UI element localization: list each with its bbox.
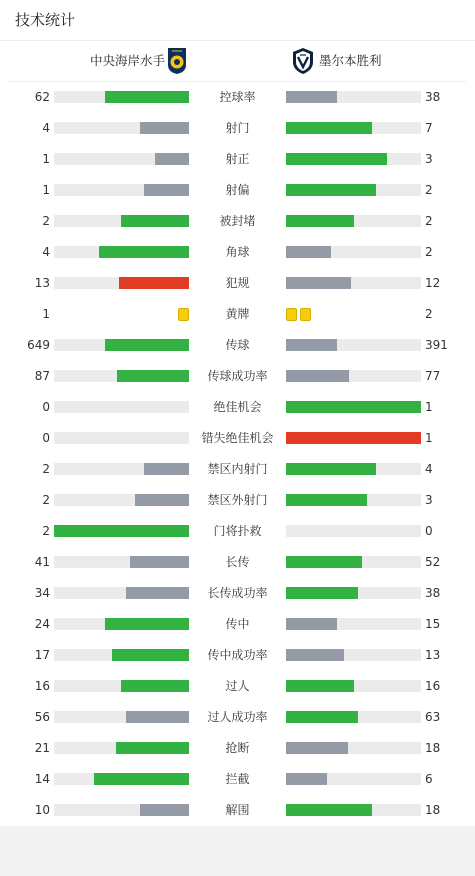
away-stat-bar <box>286 401 421 413</box>
away-stat-bar <box>286 618 421 630</box>
away-stat-value: 13 <box>425 648 441 662</box>
away-stat-bar <box>286 122 421 134</box>
away-stat-bar-fill <box>286 277 351 289</box>
stat-label: 门将扑救 <box>213 524 262 538</box>
home-stat-value: 14 <box>34 772 50 786</box>
away-stat-bar-fill <box>286 649 344 661</box>
home-stat-value: 4 <box>42 245 50 259</box>
home-stat-bar-fill <box>54 525 189 537</box>
away-stat-bar-fill <box>286 556 362 568</box>
home-stat-value: 34 <box>34 586 50 600</box>
stat-label: 过人成功率 <box>207 710 268 724</box>
home-stat-bar <box>54 525 189 537</box>
stat-label: 被封堵 <box>219 214 256 228</box>
away-stat-value: 18 <box>425 741 441 755</box>
stat-row <box>0 800 475 820</box>
home-stat-bar-fill <box>135 494 189 506</box>
home-stat-bar-fill <box>112 649 189 661</box>
away-stat-value: 1 <box>425 431 433 445</box>
away-stat-bar-fill <box>286 370 349 382</box>
stat-label: 传中成功率 <box>207 648 268 662</box>
stat-label: 射偏 <box>225 183 250 197</box>
stat-row <box>0 335 475 355</box>
home-stat-value: 2 <box>42 493 50 507</box>
away-stat-value: 12 <box>425 276 441 290</box>
home-yellow-cards <box>178 308 189 321</box>
away-stat-bar-fill <box>286 339 337 351</box>
stat-label: 过人 <box>225 679 250 693</box>
home-stat-bar <box>54 339 189 351</box>
home-stat-bar-fill <box>105 91 189 103</box>
home-stat-value: 56 <box>34 710 50 724</box>
stat-row <box>0 87 475 107</box>
away-stat-bar <box>286 370 421 382</box>
home-stat-bar-fill <box>121 680 189 692</box>
stat-label: 传球 <box>225 338 250 352</box>
home-stat-bar-fill <box>130 556 189 568</box>
away-stat-bar <box>286 711 421 723</box>
stat-label: 长传成功率 <box>207 586 268 600</box>
away-stat-value: 2 <box>425 183 433 197</box>
home-stat-bar <box>54 804 189 816</box>
stat-label: 绝佳机会 <box>213 400 262 414</box>
away-stat-value: 391 <box>425 338 448 352</box>
away-stat-bar-fill <box>286 587 358 599</box>
home-stat-bar <box>54 91 189 103</box>
stat-label: 长传 <box>225 555 250 569</box>
home-stat-bar <box>54 401 189 413</box>
stat-row <box>0 769 475 789</box>
away-stat-bar-fill <box>286 122 372 134</box>
home-stat-bar-fill <box>144 184 189 196</box>
stat-row <box>0 490 475 510</box>
away-stat-value: 18 <box>425 803 441 817</box>
away-stat-value: 4 <box>425 462 433 476</box>
home-stat-bar-fill <box>119 277 189 289</box>
home-stat-bar-fill <box>105 618 189 630</box>
divider <box>0 40 475 41</box>
home-stat-value: 0 <box>42 431 50 445</box>
home-stat-value: 649 <box>27 338 50 352</box>
home-stat-bar-fill <box>121 215 189 227</box>
home-stat-bar-fill <box>155 153 189 165</box>
home-stat-bar <box>54 153 189 165</box>
away-stat-bar <box>286 246 421 258</box>
away-stat-bar <box>286 463 421 475</box>
home-stat-bar-fill <box>116 742 189 754</box>
stat-row <box>0 242 475 262</box>
stat-row <box>0 397 475 417</box>
stat-label: 禁区内射门 <box>207 462 268 476</box>
away-stat-bar <box>286 91 421 103</box>
away-stat-bar <box>286 184 421 196</box>
away-stat-bar <box>286 742 421 754</box>
away-stat-bar-fill <box>286 711 358 723</box>
stat-label: 传球成功率 <box>207 369 268 383</box>
home-stat-bar-fill <box>126 587 189 599</box>
home-stat-value: 0 <box>42 400 50 414</box>
stat-label: 角球 <box>225 245 250 259</box>
stat-row <box>0 366 475 386</box>
home-stat-bar <box>54 277 189 289</box>
away-stat-value: 1 <box>425 400 433 414</box>
home-stat-bar <box>54 773 189 785</box>
away-stat-bar-fill <box>286 680 354 692</box>
away-stat-bar <box>286 680 421 692</box>
home-stat-value: 10 <box>34 803 50 817</box>
away-stat-bar-fill <box>286 618 337 630</box>
away-stat-bar <box>286 215 421 227</box>
yellow-card-icon <box>286 308 297 321</box>
away-stat-value: 6 <box>425 772 433 786</box>
home-stat-bar-fill <box>117 370 189 382</box>
away-stat-value: 77 <box>425 369 441 383</box>
away-stat-value: 52 <box>425 555 441 569</box>
home-stat-bar <box>54 432 189 444</box>
away-team-name: 墨尔本胜利 <box>319 53 382 68</box>
away-stat-bar-fill <box>286 153 387 165</box>
stat-row <box>0 707 475 727</box>
away-stat-value: 38 <box>425 90 441 104</box>
stat-row <box>0 118 475 138</box>
home-stat-value: 41 <box>34 555 50 569</box>
away-stat-bar <box>286 804 421 816</box>
home-stat-value: 62 <box>34 90 50 104</box>
yellow-card-icon <box>178 308 189 321</box>
home-team-logo-icon <box>166 47 188 75</box>
home-stat-bar-fill <box>140 122 189 134</box>
stat-label: 控球率 <box>219 90 256 104</box>
stat-row <box>0 521 475 541</box>
stat-row <box>0 304 475 324</box>
stat-label: 拦截 <box>225 772 250 786</box>
home-stat-bar <box>54 556 189 568</box>
away-stat-bar-fill <box>286 215 354 227</box>
home-stat-bar-fill <box>94 773 189 785</box>
away-stat-value: 3 <box>425 152 433 166</box>
away-stat-bar-fill <box>286 804 372 816</box>
home-stat-value: 21 <box>34 741 50 755</box>
home-stat-bar <box>54 463 189 475</box>
stat-label: 解围 <box>225 803 250 817</box>
stat-row <box>0 459 475 479</box>
yellow-card-icon <box>300 308 311 321</box>
home-stat-bar-fill <box>144 463 189 475</box>
home-stat-value: 24 <box>34 617 50 631</box>
home-stat-value: 1 <box>42 152 50 166</box>
away-stat-bar <box>286 432 421 444</box>
home-stat-bar <box>54 649 189 661</box>
home-stat-value: 1 <box>42 183 50 197</box>
away-stat-bar <box>286 773 421 785</box>
home-stat-bar <box>54 742 189 754</box>
home-stat-bar <box>54 711 189 723</box>
away-stat-value: 2 <box>425 214 433 228</box>
away-stat-value: 63 <box>425 710 441 724</box>
stat-label: 传中 <box>225 617 250 631</box>
away-stat-bar <box>286 556 421 568</box>
stat-label: 抢断 <box>225 741 250 755</box>
home-stat-value: 4 <box>42 121 50 135</box>
away-stat-bar-fill <box>286 432 421 444</box>
stat-row <box>0 273 475 293</box>
home-stat-bar <box>54 618 189 630</box>
away-stat-value: 2 <box>425 307 433 321</box>
away-stat-bar <box>286 494 421 506</box>
stat-row <box>0 211 475 231</box>
away-team-logo-icon <box>292 47 314 75</box>
away-stat-bar-fill <box>286 773 327 785</box>
home-team-name: 中央海岸水手 <box>90 53 166 68</box>
home-stat-bar-fill <box>140 804 189 816</box>
home-stat-bar-fill <box>99 246 189 258</box>
away-stat-bar <box>286 277 421 289</box>
away-stat-value: 7 <box>425 121 433 135</box>
away-yellow-cards <box>286 308 311 321</box>
stat-row <box>0 180 475 200</box>
home-stat-bar <box>54 184 189 196</box>
away-stat-bar <box>286 339 421 351</box>
away-stat-value: 16 <box>425 679 441 693</box>
away-stat-bar-fill <box>286 184 376 196</box>
home-stat-bar-fill <box>105 339 189 351</box>
home-stat-value: 2 <box>42 214 50 228</box>
away-stat-bar-fill <box>286 246 331 258</box>
page-title: 技术统计 <box>15 11 76 29</box>
away-stat-bar <box>286 525 421 537</box>
away-stat-value: 0 <box>425 524 433 538</box>
stat-label: 黄牌 <box>225 307 250 321</box>
stat-label: 射门 <box>225 121 250 135</box>
stat-label: 错失绝佳机会 <box>201 431 274 445</box>
home-stat-bar <box>54 680 189 692</box>
home-stat-value: 13 <box>34 276 50 290</box>
stat-row <box>0 428 475 448</box>
stat-row <box>0 738 475 758</box>
home-stat-value: 1 <box>42 307 50 321</box>
home-stat-bar <box>54 246 189 258</box>
away-stat-value: 2 <box>425 245 433 259</box>
home-stat-bar <box>54 215 189 227</box>
home-stat-value: 2 <box>42 524 50 538</box>
home-stat-bar <box>54 587 189 599</box>
home-stat-bar <box>54 370 189 382</box>
away-stat-bar <box>286 649 421 661</box>
away-stat-bar-fill <box>286 463 376 475</box>
away-stat-bar <box>286 587 421 599</box>
home-stat-value: 87 <box>34 369 50 383</box>
away-stat-value: 15 <box>425 617 441 631</box>
away-stat-value: 3 <box>425 493 433 507</box>
home-stat-bar-fill <box>126 711 189 723</box>
stat-row <box>0 552 475 572</box>
away-stat-bar-fill <box>286 494 367 506</box>
away-stat-bar-fill <box>286 401 421 413</box>
away-stat-value: 38 <box>425 586 441 600</box>
stat-label: 犯规 <box>225 276 250 290</box>
home-stat-bar <box>54 494 189 506</box>
away-stat-bar <box>286 153 421 165</box>
away-stat-bar-fill <box>286 91 337 103</box>
stat-label: 射正 <box>225 152 250 166</box>
stat-row <box>0 676 475 696</box>
away-stat-bar-fill <box>286 742 348 754</box>
home-stat-value: 16 <box>34 679 50 693</box>
divider <box>8 81 466 82</box>
stat-row <box>0 583 475 603</box>
home-stat-value: 17 <box>34 648 50 662</box>
home-stat-bar <box>54 122 189 134</box>
stat-row <box>0 614 475 634</box>
stat-label: 禁区外射门 <box>207 493 268 507</box>
stat-row <box>0 645 475 665</box>
stat-row <box>0 149 475 169</box>
home-stat-value: 2 <box>42 462 50 476</box>
